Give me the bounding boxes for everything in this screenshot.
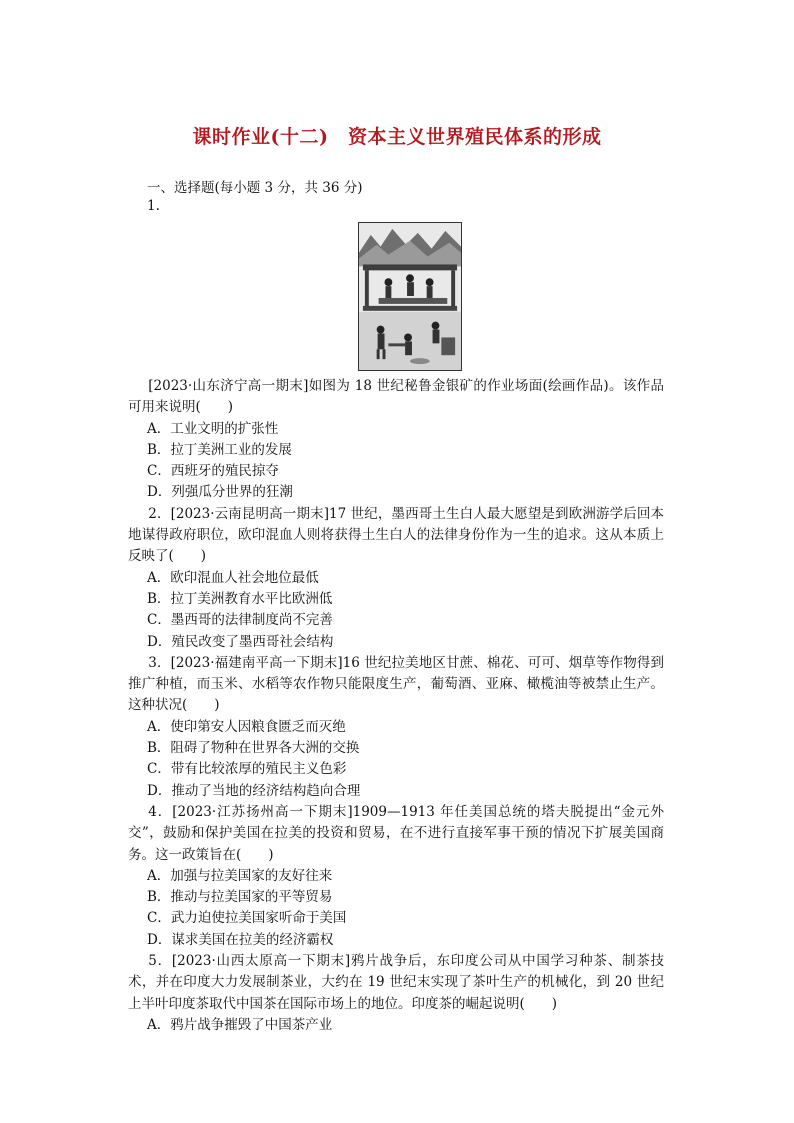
question-body — [128, 376, 664, 1036]
question-2-stem: 2．[2023·云南昆明高一期末]17 世纪，墨西哥土生白人最大愿望是到欧洲游学后回本地谋得政府职位，欧印混血人则将获得土生白人的法律身份作为一生的追求。这从本质上反映了( ) — [128, 505, 664, 565]
question-5-option-a: A．鸦片战争摧毁了中国茶产业 — [147, 1016, 333, 1033]
question-1-number: 1. — [147, 198, 160, 214]
section-heading: 一、选择题(每小题 3 分，共 36 分) — [147, 180, 363, 196]
question-2-option-d: D．殖民改变了墨西哥社会结构 — [147, 633, 334, 650]
question-3-stem: 3．[2023·福建南平高一下期末]16 世纪拉美地区甘蔗、棉花、可可、烟草等作物得到推广种植，而玉米、水稻等农作物只能限度生产，葡萄酒、亚麻、橄榄油等被禁止生产。这种状况( ) — [128, 654, 664, 714]
question-5-stem: 5．[2023·山西太原高一下期末]鸦片战争后，东印度公司从中国学习种茶、制茶技术，并在印度大力发展制茶业，大约在 19 世纪末实现了茶叶生产的机械化，到 20 世纪上半叶印度茶取代中国茶在国际市场上的地位。印度茶的崛起说明( ) — [128, 953, 664, 1012]
question-2-option-c: C．墨西哥的法律制度尚不完善 — [147, 612, 333, 629]
question-3-option-b: B．阻碍了物种在世界各大洲的交换 — [147, 740, 360, 757]
question-4-stem: 4．[2023·江苏扬州高一下期末]1909—1913 年任美国总统的塔夫脱提出“金元外交”，鼓励和保护美国在拉美的投资和贸易，在不进行直接军事干预的情况下扩展美国商务。这一政策旨在( ) — [128, 803, 664, 863]
question-3-option-c: C．带有比较浓厚的殖民主义色彩 — [147, 761, 347, 778]
question-1-option-d: D．列强瓜分世界的狂潮 — [147, 484, 293, 501]
question-4-option-c: C．武力迫使拉美国家听命于美国 — [147, 910, 347, 927]
question-4-option-b: B．推动与拉美国家的平等贸易 — [147, 889, 333, 906]
question-3-option-a: A．使印第安人因粮食匮乏而灭绝 — [147, 718, 346, 735]
question-1-option-a: A．工业文明的扩张性 — [147, 420, 279, 437]
question-1-option-b: B．拉丁美洲工业的发展 — [147, 441, 292, 458]
question-4-option-a: A．加强与拉美国家的友好往来 — [147, 867, 333, 884]
question-2-option-a: A．欧印混血人社会地位最低 — [147, 569, 319, 586]
question-1-stem: [2023·山东济宁高一期末]如图为 18 世纪秘鲁金银矿的作业场面(绘画作品)。该作品可用来说明( ) — [128, 378, 664, 416]
question-2-option-b: B．拉丁美洲教育水平比欧洲低 — [147, 590, 333, 607]
question-4-option-d: D．谋求美国在拉美的经济霸权 — [147, 931, 334, 948]
question-1-option-c: C．西班牙的殖民掠夺 — [147, 463, 279, 480]
peru-mine-illustration — [358, 222, 462, 371]
question-3-option-d: D．推动了当地的经济结构趋向合理 — [147, 782, 361, 799]
page-title: 课时作业(十二) 资本主义世界殖民体系的形成 — [192, 126, 602, 148]
